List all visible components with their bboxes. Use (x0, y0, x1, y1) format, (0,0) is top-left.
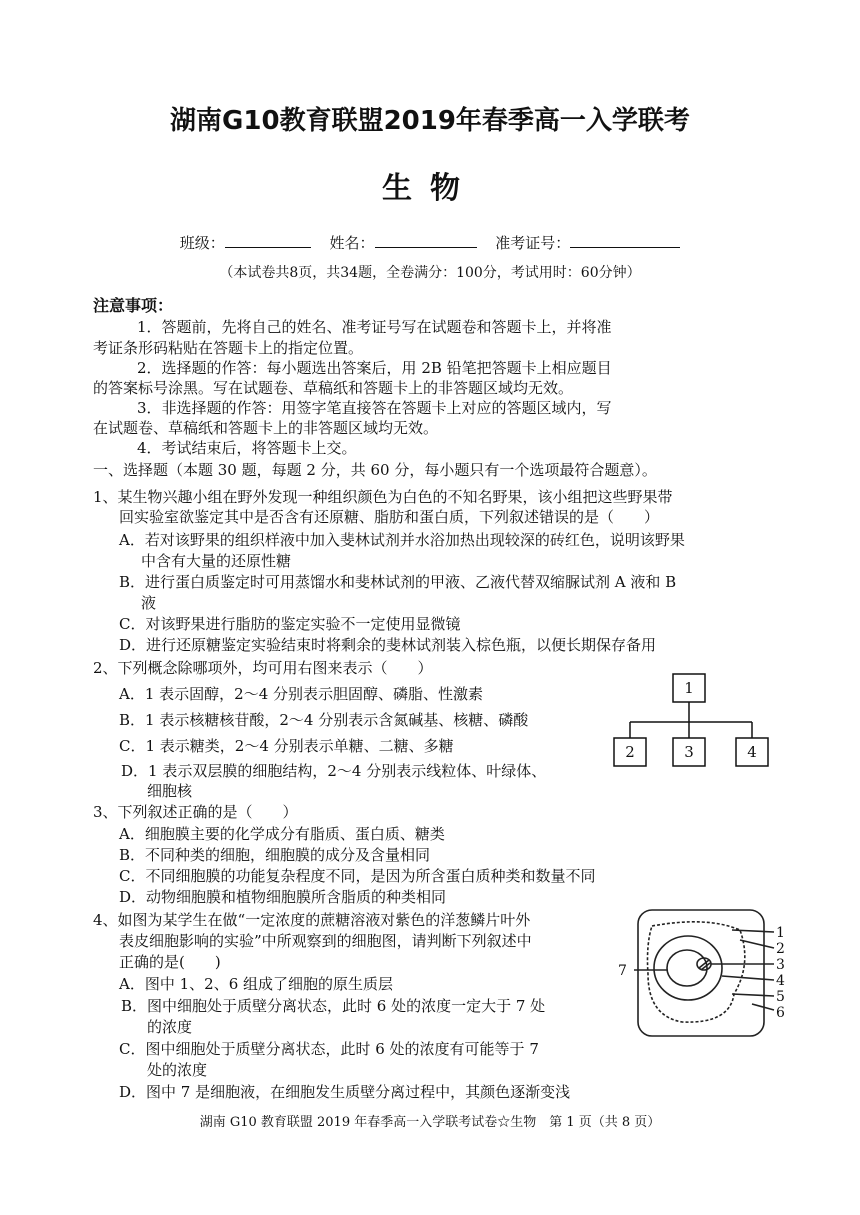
question-4-option-c: C．图中细胞处于质壁分离状态，此时 6 处的浓度有可能等于 7 (119, 1040, 539, 1058)
question-1-option-b: B．进行蛋白质鉴定时可用蒸馏水和斐林试剂的甲液、乙液代替双缩脲试剂 A 液和 B (119, 573, 677, 591)
question-2-stem: 2、下列概念除哪项外，均可用右图来表示（ ） (93, 659, 433, 677)
question-2-option-d: D．1 表示双层膜的细胞结构，2～4 分别表示线粒体、叶绿体、 (121, 762, 547, 780)
question-3-option-d: D．动物细胞膜和植物细胞膜所含脂质的种类相同 (119, 888, 447, 906)
question-4-stem: 正确的是( ) (119, 953, 221, 971)
cell-label-1: 1 (776, 925, 785, 941)
question-1-option-a: A．若对该野果的组织样液中加入斐林试剂并水浴加热出现较深的砖红色，说明该野果 (119, 531, 685, 549)
notice-line: 4．考试结束后，将答题卡上交。 (137, 439, 357, 457)
cell-label-3: 3 (776, 957, 785, 973)
question-1-option-d: D．进行还原糖鉴定实验结束时将剩余的斐林试剂装入棕色瓶，以便长期保存备用 (119, 636, 657, 654)
question-4-option-b: 的浓度 (147, 1018, 193, 1036)
vacuole (667, 950, 707, 986)
concept-label-4: 4 (747, 743, 757, 761)
question-2-option-a: A．1 表示固醇，2～4 分别表示胆固醇、磷脂、性激素 (119, 685, 484, 703)
question-2-option-c: C．1 表示糖类，2～4 分别表示单糖、二糖、多糖 (119, 737, 454, 755)
question-1-stem: 回实验室欲鉴定其中是否含有还原糖、脂肪和蛋白质，下列叙述错误的是（ ） (119, 508, 660, 526)
question-4-stem: 4、如图为某学生在做“一定浓度的蔗糖溶液对紫色的洋葱鳞片叶外 (93, 911, 531, 929)
cell-label-7: 7 (618, 963, 627, 979)
paper-info: （本试卷共8页，共34题，全卷满分：100分，考试用时：60分钟） (219, 265, 641, 281)
class-blank (225, 233, 311, 248)
question-2-option-b: B．1 表示核糖核苷酸，2～4 分别表示含氮碱基、核糖、磷酸 (119, 711, 529, 729)
notice-line: 2．选择题的作答：每小题选出答案后，用 2B 铅笔把答题卡上相应题目 (137, 359, 612, 377)
notice-line: 1．答题前，先将自己的姓名、准考证号写在试题卷和答题卡上，并将准 (137, 318, 612, 336)
concept-label-1: 1 (684, 679, 694, 697)
concept-label-2: 2 (625, 743, 635, 761)
question-4-option-c: 处的浓度 (147, 1061, 208, 1079)
cell-label-4: 4 (776, 973, 785, 989)
exam-id-label: 准考证号： (495, 234, 571, 252)
name-label: 姓名： (329, 234, 375, 252)
cell-wall (638, 910, 764, 1036)
section-heading: 一、选择题（本题 30 题，每题 2 分，共 60 分，每小题只有一个选项最符合题意）。 (93, 461, 657, 479)
cell-label-2: 2 (776, 941, 785, 957)
notice-line: 考证条形码粘贴在答题卡上的指定位置。 (93, 339, 364, 357)
question-4-stem: 表皮细胞影响的实验”中所观察到的细胞图，请判断下列叙述中 (119, 932, 532, 950)
notice-line: 3．非选择题的作答：用签字笔直接答在答题卡上对应的答题区域内，写 (137, 399, 612, 417)
notice-heading: 注意事项： (93, 296, 174, 315)
question-4-option-b: B．图中细胞处于质壁分离状态，此时 6 处的浓度一定大于 7 处 (121, 997, 546, 1015)
concept-tree-diagram (608, 668, 778, 772)
exam-title: 湖南G10教育联盟2019年春季高一入学联考 (170, 106, 690, 136)
subject-title: 生物 (382, 171, 478, 206)
notice-line: 在试题卷、草稿纸和答题卡上的非答题区域均无效。 (93, 419, 439, 437)
page-footer: 湖南 G10 教育联盟 2019 年春季高一入学联考试卷☆生物 第 1 页（共 8 页） (199, 1115, 661, 1130)
notice-line: 的答案标号涂黑。写在试题卷、草稿纸和答题卡上的非答题区域均无效。 (93, 379, 574, 397)
question-4-option-d: D．图中 7 是细胞液，在细胞发生质壁分离过程中，其颜色逐渐变浅 (119, 1083, 571, 1101)
question-3-option-b: B．不同种类的细胞，细胞膜的成分及含量相同 (119, 846, 431, 864)
question-1-option-a: 中含有大量的还原性糖 (141, 552, 292, 570)
student-info-line (0, 232, 860, 253)
question-3-option-a: A．细胞膜主要的化学成分有脂质、蛋白质、糖类 (119, 825, 445, 843)
cell-label-5: 5 (776, 989, 785, 1005)
question-3-stem: 3、下列叙述正确的是（ ） (93, 803, 298, 821)
plant-cell-diagram (612, 904, 792, 1040)
class-label: 班级： (179, 234, 225, 252)
question-2-option-d: 细胞核 (147, 782, 193, 800)
question-1-option-c: C．对该野果进行脂肪的鉴定实验不一定使用显微镜 (119, 615, 461, 633)
question-1-option-b: 液 (141, 594, 157, 612)
question-3-option-c: C．不同细胞膜的功能复杂程度不同，是因为所含蛋白质种类和数量不同 (119, 867, 596, 885)
concept-label-3: 3 (684, 743, 694, 761)
name-blank (375, 233, 477, 248)
question-4-option-a: A．图中 1、2、6 组成了细胞的原生质层 (119, 975, 394, 993)
cell-label-6: 6 (776, 1005, 785, 1021)
exam-id-blank (570, 233, 680, 248)
protoplast (654, 936, 722, 1000)
question-1-stem: 1、某生物兴趣小组在野外发现一种组织颜色为白色的不知名野果，该小组把这些野果带 (93, 488, 673, 506)
